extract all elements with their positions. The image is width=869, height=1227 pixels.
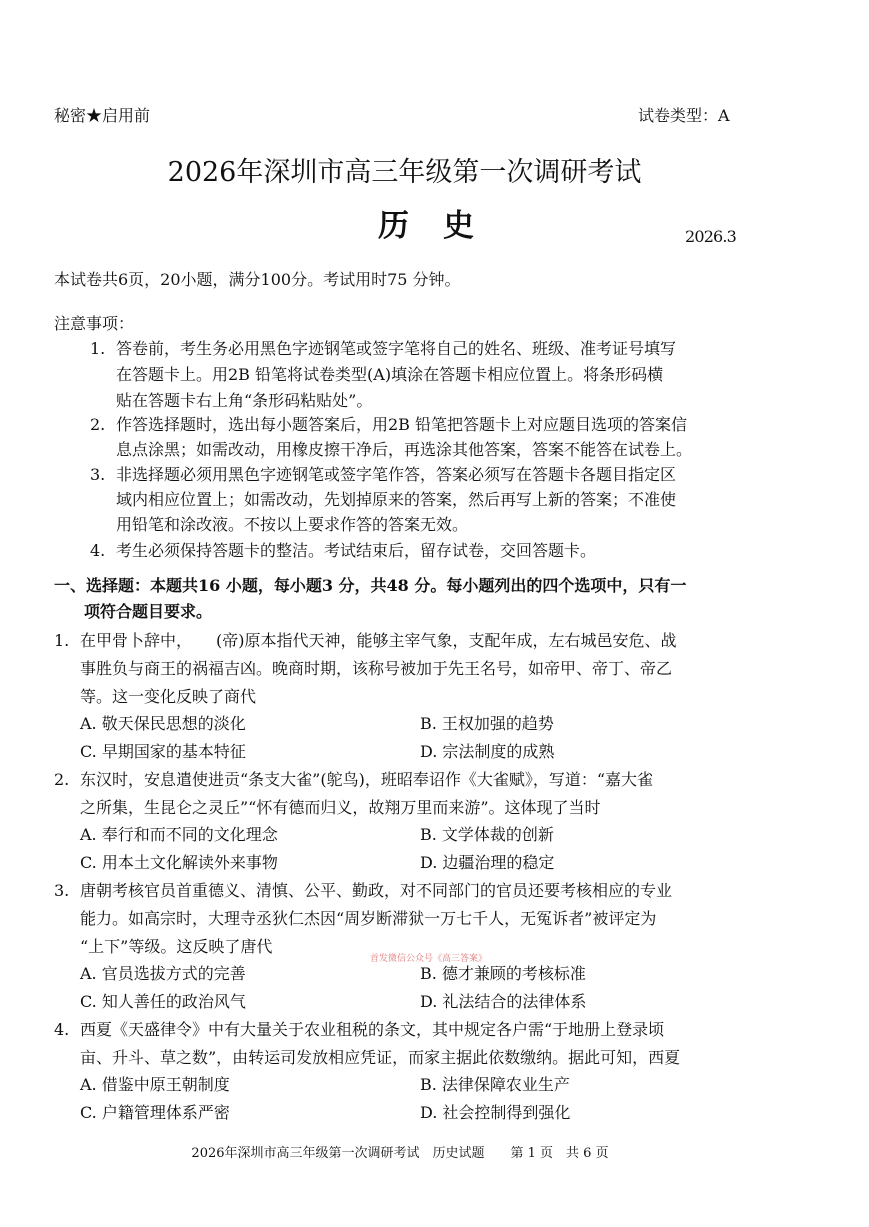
question-number: 2. [54,770,70,789]
notice-item-line: 息点涂黑；如需改动，用橡皮擦干净后，再选涂其他答案，答案不能答在试卷上。 [116,440,693,459]
question-stem-line: 亩、升斗、草之数”，由转运司发放相应凭证，而家主据此依数缴纳。据此可知，西夏 [80,1048,681,1067]
notice-item-line: 域内相应位置上；如需改动，先划掉原来的答案，然后再写上新的答案；不准使 [116,490,677,509]
option-d[interactable]: D. 宗法制度的成熟 [420,742,555,761]
exam-date: 2026.3 [685,227,737,246]
option-b[interactable]: B. 王权加强的趋势 [420,714,554,733]
notice-item-line: 贴在答题卡右上角“条形码粘贴处”。 [116,391,373,410]
page-footer: 2026年深圳市高三年级第一次调研考试 历史试题 第 1 页 共 6 页 [191,1146,609,1161]
question-number: 4. [54,1020,70,1039]
question-stem-line: 之所集，生昆仑之灵丘”“怀有德而归义，故翔万里而来游”。这体现了当时 [80,798,601,817]
question-stem-line: “上下”等级。这反映了唐代 [80,937,273,956]
option-a[interactable]: A. 借鉴中原王朝制度 [80,1075,230,1094]
notice-item-line: 考生必须保持答题卡的整洁。考试结束后，留存试卷，交回答题卡。 [116,541,597,560]
notice-item-line: 答卷前，考生务必用黑色字迹钢笔或签字笔将自己的姓名、班级、准考证号填写 [116,339,677,358]
subject-title: 历史 [378,208,508,244]
exam-title: 2026年深圳市高三年级第一次调研考试 [167,157,642,188]
question-stem-line: 事胜负与商王的祸福吉凶。晚商时期，该称号被加于先王名号，如帝甲、帝丁、帝乙 [80,659,673,678]
question-number: 1. [54,631,70,650]
option-c[interactable]: C. 知人善任的政治风气 [80,992,246,1011]
confidential-label: 秘密★启用前 [54,106,151,125]
question-stem-line: 西夏《天盛律令》中有大量关于农业租税的条文，其中规定各户需“于地册上登录顷 [80,1020,665,1039]
question-stem-line: 能力。如高宗时，大理寺丞狄仁杰因“周岁断滞狱一万七千人，无冤诉者”被评定为 [80,909,657,928]
notice-item-line: 作答选择题时，选出每小题答案后，用2B 铅笔把答题卡上对应题目选项的答案信 [116,415,688,434]
option-c[interactable]: C. 用本土文化解读外来事物 [80,853,278,872]
option-b[interactable]: B. 文学体裁的创新 [420,825,554,844]
watermark-text: 首发微信公众号《高三答案》 [370,954,488,964]
notice-heading: 注意事项： [54,314,135,333]
question-stem-line: 唐朝考核官员首重德义、清慎、公平、勤政，对不同部门的官员还要考核相应的专业 [80,881,673,900]
option-a[interactable]: A. 官员选拔方式的完善 [80,964,246,983]
section-heading: 一、选择题：本题共16 小题，每小题3 分，共48 分。每小题列出的四个选项中，只有一 [54,576,687,595]
notice-item-number: 3. [90,465,106,484]
notice-item-number: 4. [90,541,106,560]
notice-item-number: 2. [90,415,106,434]
notice-item-line: 用铅笔和涂改液。不按以上要求作答的答案无效。 [116,515,469,534]
option-c[interactable]: C. 户籍管理体系严密 [80,1103,230,1122]
option-c[interactable]: C. 早期国家的基本特征 [80,742,246,761]
notice-item-line: 在答题卡上。用2B 铅笔将试卷类型(A)填涂在答题卡相应位置上。将条形码横 [116,365,664,384]
question-number: 3. [54,881,70,900]
notice-item-line: 非选择题必须用黑色字迹钢笔或签字笔作答，答案必须写在答题卡各题目指定区 [116,465,677,484]
exam-intro: 本试卷共6页，20小题，满分100分。考试用时75 分钟。 [54,270,461,289]
option-a[interactable]: A. 奉行和而不同的文化理念 [80,825,278,844]
option-b[interactable]: B. 法律保障农业生产 [420,1075,570,1094]
question-stem-line: 等。这一变化反映了商代 [80,687,257,706]
paper-type-label: 试卷类型：A [638,106,730,125]
option-d[interactable]: D. 社会控制得到强化 [420,1103,571,1122]
question-stem-line: 在甲骨卜辞中， (帝)原本指代天神，能够主宰气象，支配年成，左右城邑安危、战 [80,631,677,650]
notice-item-number: 1. [90,339,106,358]
option-a[interactable]: A. 敬天保民思想的淡化 [80,714,246,733]
option-b[interactable]: B. 德才兼顾的考核标准 [420,964,586,983]
option-d[interactable]: D. 礼法结合的法律体系 [420,992,587,1011]
question-stem-line: 东汉时，安息遣使进贡“条支大雀”(鸵鸟)，班昭奉诏作《大雀赋》，写道：“嘉大雀 [80,770,654,789]
section-heading-cont: 项符合题目要求。 [84,602,213,621]
option-d[interactable]: D. 边疆治理的稳定 [420,853,555,872]
